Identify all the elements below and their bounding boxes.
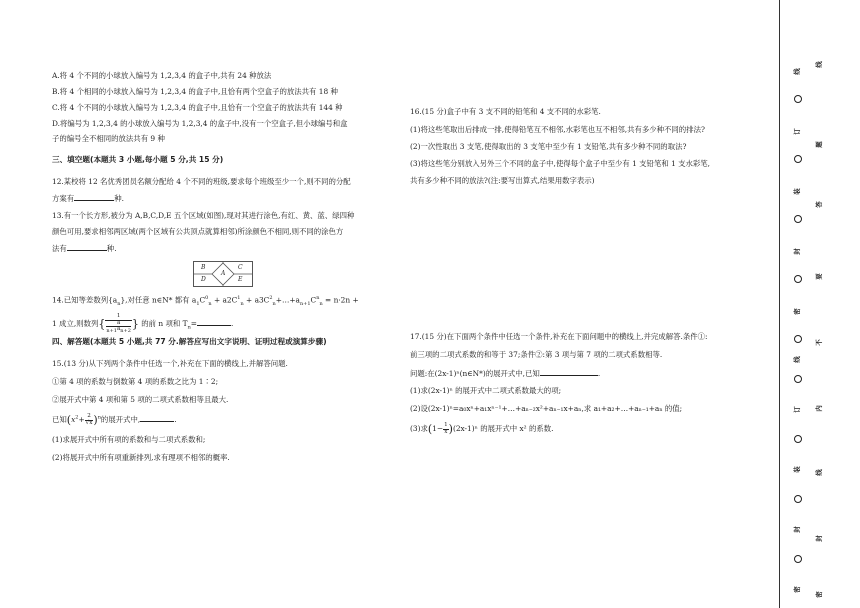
q17-part2: (2)设(2x-1)ⁿ=a₀xⁿ+a₁xⁿ⁻¹+…+aₙ₋₂x²+aₙ₋₁x+aₙ,求 a₁+a₂+…+aₙ₋₁+aₙ 的值; xyxy=(410,404,683,413)
binding-hole xyxy=(794,435,802,443)
binding-hole xyxy=(794,215,802,223)
q14-c: C xyxy=(199,295,206,305)
binding-hole xyxy=(794,155,802,163)
binding-line xyxy=(779,0,780,608)
option-c: C.将 4 个不同的小球放入编号为 1,2,3,4 的盒子中,且恰有一个空盒子的放法共有 144 种 xyxy=(52,103,343,112)
q13-text-end: 种. xyxy=(106,244,117,253)
margin-char: 装 xyxy=(792,188,801,195)
q13-text: 法有 xyxy=(52,244,67,253)
answer-blank xyxy=(74,194,114,201)
margin-char: 装 xyxy=(792,466,801,473)
section-4-heading: 四、解答题(本题共 5 小题,共 77 分.解答应写出文字说明、证明过程或演算步骤) xyxy=(52,337,327,346)
q14-text-f: = n·2n + xyxy=(325,295,359,305)
margin-char: 答 xyxy=(814,201,823,208)
q16-part2: (2)一次性取出 3 支笔,使得取出的 3 支笔中至少有 1 支铅笔,共有多少种不同的取法? xyxy=(410,142,687,151)
q13-line3 xyxy=(52,244,117,252)
option-d-line2: 子的编号全不相同的放法共有 9 种 xyxy=(52,134,165,143)
region-diagram xyxy=(193,261,253,287)
q14-line1: 14.已知等差数列$\{a_n\}$,对任意 n∈N* 都有 $a_1C^0_n + a2C^1_n$ + $a3C^2_n+\dots+a_{n+1}C^n_n = n\cdot 2n$ + xyxy=(52,295,359,307)
q17-part3-text: (3)求 xyxy=(410,424,428,434)
q15-condition1: ①第 4 项的系数与倒数第 4 项的系数之比为 1∶2; xyxy=(52,377,219,386)
binding-hole xyxy=(794,95,802,103)
q14-text-e: +…+a xyxy=(275,295,300,305)
q14-fraction xyxy=(105,314,132,334)
margin-char: 要 xyxy=(814,273,823,280)
q16-part3-line2: 共有多少种不同的放法?(注:要写出算式,结果用数字表示) xyxy=(410,176,595,185)
region-d-label: D xyxy=(201,276,206,283)
region-b-label: B xyxy=(201,264,206,271)
q15-condition2: ②展开式中第 4 项和第 5 项的二项式系数相等且最大. xyxy=(52,395,229,404)
margin-char: 线 xyxy=(792,68,801,75)
answer-blank xyxy=(540,369,601,378)
answer-blank xyxy=(140,415,174,422)
margin-char: 线 xyxy=(792,356,801,363)
region-c-label: C xyxy=(238,264,243,271)
q17-part1: (1)求(2x-1)ⁿ 的展开式中二项式系数最大的项; xyxy=(410,386,562,395)
q16-line1: 16.(15 分)盒子中有 3 支不同的铅笔和 4 支不同的水彩笔. xyxy=(410,107,601,116)
binding-hole xyxy=(794,275,802,283)
margin-char: 封 xyxy=(792,248,801,255)
q14-text-i: = xyxy=(190,319,197,329)
q17-line3 xyxy=(410,369,600,377)
margin-char: 密 xyxy=(792,308,801,315)
q17-fraction: $\frac{1}{x}$ xyxy=(444,422,448,435)
q14-frac-num: 1 xyxy=(105,314,132,321)
region-a-label: A xyxy=(221,270,226,277)
binding-hole xyxy=(794,375,802,383)
margin-char: 密 xyxy=(814,591,823,598)
answer-blank xyxy=(197,319,231,326)
q12-line1: 12.某校将 12 名优秀团员名额分配给 4 个不同的班级,要求每个班级至少一个,则不同的分配 xyxy=(52,177,351,186)
q15-part2: (2)将展开式中所有项重新排列,求有理项不相邻的概率. xyxy=(52,453,230,462)
q15-line2: 已知($x^2+$ $\frac{2}{√x}$ )$^n$的展开式中, . xyxy=(52,413,177,427)
binding-margin xyxy=(786,0,858,608)
q16-part1: (1)将这些笔取出后排成一排,使得铅笔互不相邻,水彩笔也互不相邻,共有多少种不同的排法? xyxy=(410,125,705,134)
margin-char: 订 xyxy=(792,406,801,413)
q12-text-end: 种. xyxy=(114,194,124,203)
q17-part3-text-end: (2x-1)ⁿ 的展开式中 x² 的系数. xyxy=(452,424,554,434)
region-e-label: E xyxy=(238,276,243,283)
q15-text-end: 的展开式中, xyxy=(100,415,141,425)
margin-char: 线 xyxy=(814,61,823,68)
answer-blank xyxy=(67,244,107,251)
option-a: A.将 4 个不同的小球放入编号为 1,2,3,4 的盒子中,共有 24 种放法 xyxy=(52,71,272,80)
q14-text-h: 的前 n 项和 T xyxy=(141,319,188,329)
q13-line2: 颜色可用,要求相邻两区域(两个区域有公共顶点就算相邻)所涂颜色不相同,则不同的涂色方 xyxy=(52,227,344,236)
section-3-heading: 三、填空题(本题共 3 小题,每小题 5 分,共 15 分) xyxy=(52,155,224,164)
q12-text: 方案有 xyxy=(52,194,75,203)
option-d-line1: D.将编号为 1,2,3,4 的小球放入编号为 1,2,3,4 的盒子中,没有一个空盒子,但小球编号和盒 xyxy=(52,119,348,128)
margin-char: 密 xyxy=(792,586,801,593)
margin-char: 题 xyxy=(814,141,823,148)
q17-line1: 17.(15 分)在下面两个条件中任选一个条件,补充在下面问题中的横线上,并完成解答.条件①: xyxy=(410,332,708,341)
q14-text-a: 14.已知等差数列{a xyxy=(52,295,118,305)
binding-hole xyxy=(794,555,802,563)
q15-text: 已知 xyxy=(52,415,67,425)
q14-line2: 1 成立,则数列{ 1 a $_{n+1}a_{n+2}$ } 的前 n 项和 $T_n=$ . xyxy=(52,313,234,335)
q17-text: 问题:在(2x-1)ⁿ(n∈N*)的展开式中,已知 xyxy=(410,369,540,378)
q16-part3-line1: (3)将这些笔分别放入另外三个不同的盒子中,使得每个盒子中至少有 1 支铅笔和 1 支水彩笔, xyxy=(410,159,711,168)
q17-line2: 前三项的二项式系数的和等于 37;条件②:第 3 项与第 7 项的二项式系数相等. xyxy=(410,350,663,359)
margin-char: 线 xyxy=(814,469,823,476)
q14-frac-den-a: a xyxy=(106,321,131,328)
q14-frac-den: a $_{n+1}a_{n+2}$ xyxy=(106,319,131,335)
margin-char: 内 xyxy=(814,405,823,412)
margin-char: 封 xyxy=(792,526,801,533)
q14-text-c: + a2C xyxy=(213,295,238,305)
q15-line1: 15.(13 分)从下列两个条件中任选一个,补充在下面的横线上,并解答问题. xyxy=(52,359,288,368)
binding-hole xyxy=(794,495,802,503)
q14-text-g: 1 成立,则数列 xyxy=(52,319,99,329)
option-b: B.将 4 个相同的小球放入编号为 1,2,3,4 的盒子中,且恰有两个空盒子的放法共有 18 种 xyxy=(52,87,338,96)
q17-part3: (3)求(1− $\frac{1}{x}$ )(2x-1)ⁿ 的展开式中 x² 的系数. xyxy=(410,422,554,436)
q15-fraction: $\frac{2}{√x}$ xyxy=(85,413,93,426)
binding-hole xyxy=(794,335,802,343)
q12-line2 xyxy=(52,194,124,202)
margin-char: 封 xyxy=(814,535,823,542)
q14-text-d: + a3C xyxy=(246,295,270,305)
q14-text-b: },对任意 n∈N* 都有 a xyxy=(120,295,197,305)
q17-text-end: . xyxy=(597,369,601,378)
q15-part1: (1)求展开式中所有项的系数和与二项式系数和; xyxy=(52,435,206,444)
q13-line1: 13.有一个长方形,被分为 A,B,C,D,E 五个区域(如图),现对其进行涂色,有红、黄、蓝、绿四种 xyxy=(52,211,355,220)
margin-char: 不 xyxy=(814,339,823,346)
margin-char: 订 xyxy=(792,128,801,135)
